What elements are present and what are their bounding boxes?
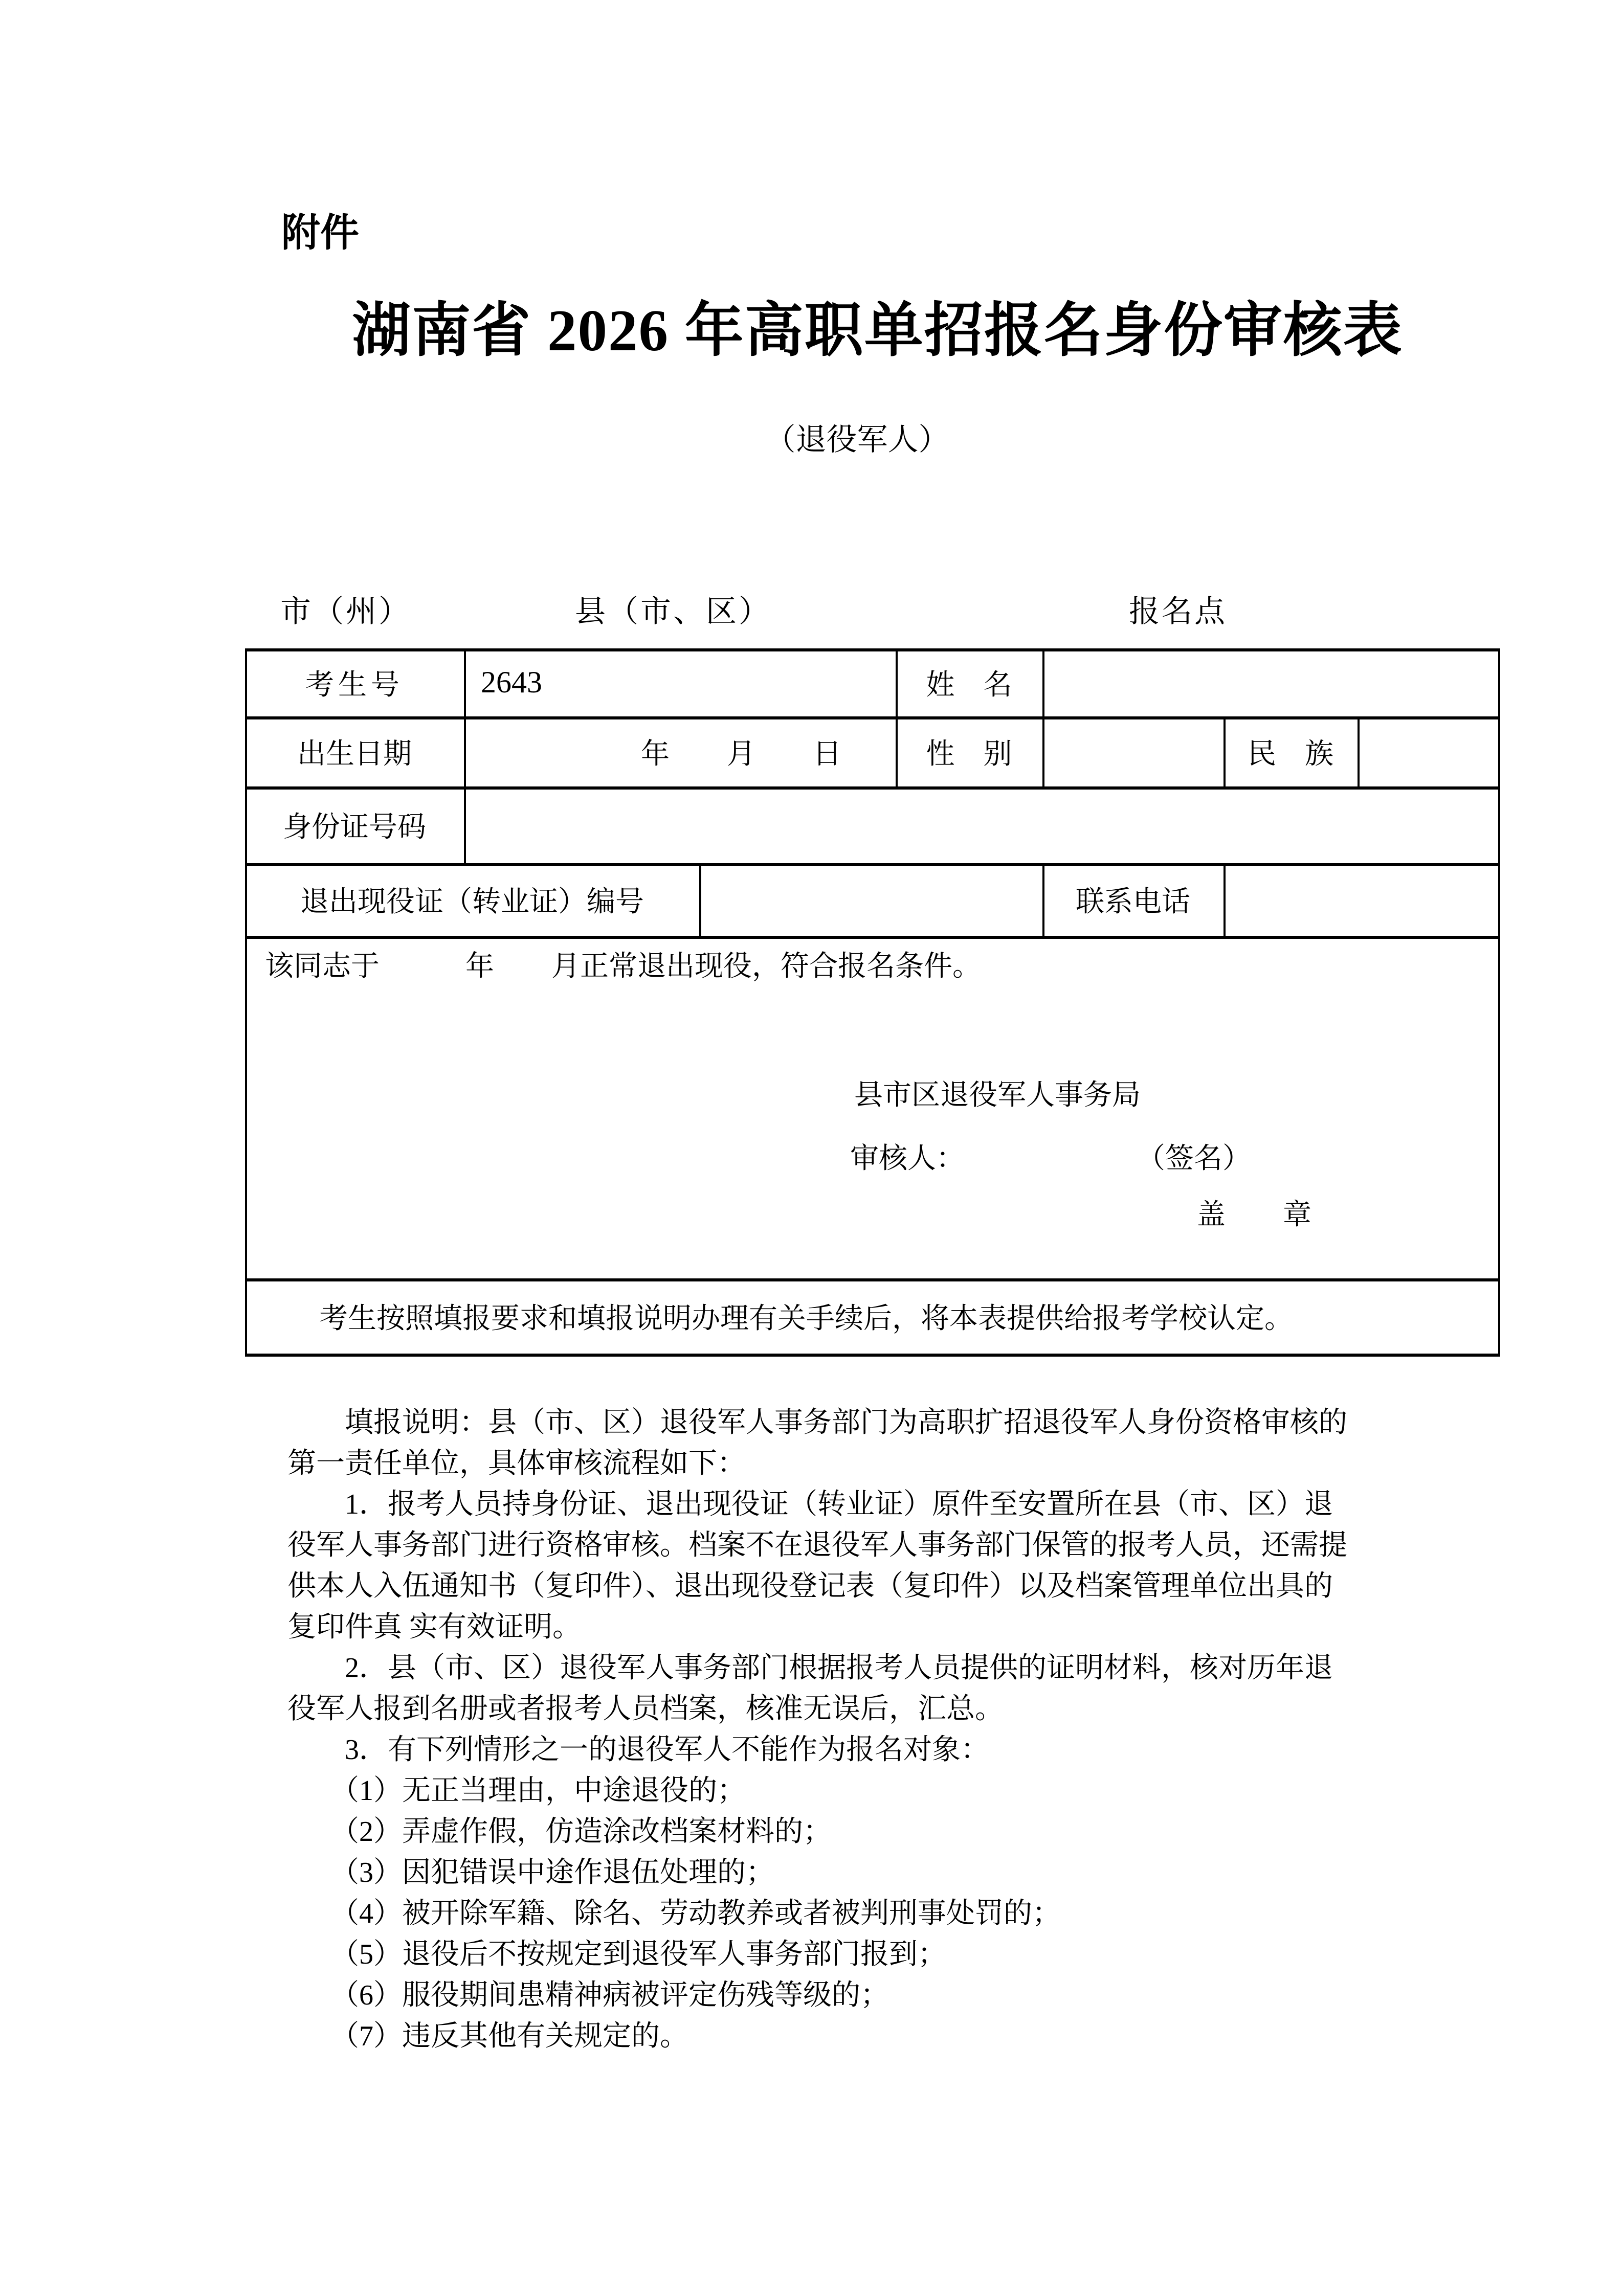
county-label: 县（市、区） [575, 595, 771, 628]
attachment-label: 附件 [281, 211, 359, 255]
ethnicity-label: 民 族 [1248, 738, 1333, 770]
instruction-line: （4）被开除军籍、除名、劳动教养或者被判刑事处罚的； [287, 1898, 1061, 1929]
phone-label: 联系电话 [1076, 886, 1190, 918]
instruction-line: （5）退役后不按规定到退役军人事务部门报到； [287, 1939, 946, 1970]
name-label: 姓 名 [926, 669, 1012, 701]
agency-name: 县市区退役军人事务局 [854, 1079, 1141, 1111]
instruction-line: 复印件真 实有效证明。 [287, 1611, 581, 1643]
instruction-line: （1）无正当理由，中途退役的； [287, 1775, 746, 1807]
row-divider-4 [245, 936, 1500, 939]
instruction-line: （3）因犯错误中途作退伍处理的； [287, 1857, 774, 1888]
name-value-cell [1042, 648, 1498, 716]
gender-label: 性 别 [926, 738, 1012, 770]
instruction-line: 填报说明：县（市、区）退役军人事务部门为高职扩招退役军人身份资格审核的 [287, 1407, 1347, 1438]
id-number-label: 身份证号码 [283, 812, 426, 843]
review-table [245, 648, 1500, 1357]
gender-value-cell [1042, 716, 1223, 786]
exam-no-label: 考生号 [305, 669, 404, 701]
instruction-line: 供本人入伍通知书（复印件）、退出现役登记表（复印件）以及档案管理单位出具的 [287, 1570, 1333, 1602]
certification-statement: 该同志于 年 月正常退出现役，符合报名条件。 [265, 951, 981, 982]
instruction-line: （6）服役期间患精神病被评定伤残等级的； [287, 1979, 889, 2011]
discharge-cert-value-cell [699, 863, 1042, 936]
instruction-line: （7）违反其他有关规定的。 [287, 2020, 688, 2052]
site-label: 报名点 [1129, 595, 1227, 628]
exam-no-value: 2643 [481, 665, 542, 699]
document-title: 湖南省 2026 年高职单招报名身份审核表 [352, 298, 1403, 363]
birth-date-label: 出生日期 [297, 738, 412, 770]
filling-instructions [287, 1402, 1377, 2057]
birth-date-value-cell: 年 月 日 [641, 738, 841, 770]
instruction-line: 1．报考人员持身份证、退出现役证（转业证）原件至安置所在县（市、区）退 [287, 1489, 1333, 1520]
id-number-value-cell [464, 786, 1498, 863]
instruction-line: （2）弄虚作假，仿造涂改档案材料的； [287, 1816, 832, 1848]
seal-label: 盖 章 [1197, 1199, 1311, 1231]
instruction-line: 第一责任单位，具体审核流程如下： [287, 1448, 746, 1479]
instruction-line: 役军人报到名册或者报考人员档案，核准无误后，汇总。 [287, 1693, 1004, 1725]
phone-value-cell [1223, 863, 1498, 936]
table-border-right [1498, 648, 1500, 1357]
instruction-line: 2．县（市、区）退役军人事务部门根据报考人员提供的证明材料，核对历年退 [287, 1652, 1333, 1684]
city-label: 市（州） [280, 595, 411, 628]
reviewer-signature-line: 审核人： （签名） [850, 1143, 1251, 1175]
ethnicity-value-cell [1358, 716, 1498, 786]
table-border-bottom [245, 1354, 1500, 1357]
candidate-note: 考生按照填报要求和填报说明办理有关手续后，将本表提供给报考学校认定。 [319, 1302, 1293, 1335]
discharge-cert-label: 退出现役证（转业证）编号 [300, 886, 644, 918]
instruction-line: 3．有下列情形之一的退役军人不能作为报名对象： [287, 1734, 989, 1766]
document-subtitle: （退役军人） [765, 423, 949, 457]
instruction-line: 役军人事务部门进行资格审核。档案不在退役军人事务部门保管的报考人员，还需提 [287, 1529, 1347, 1561]
